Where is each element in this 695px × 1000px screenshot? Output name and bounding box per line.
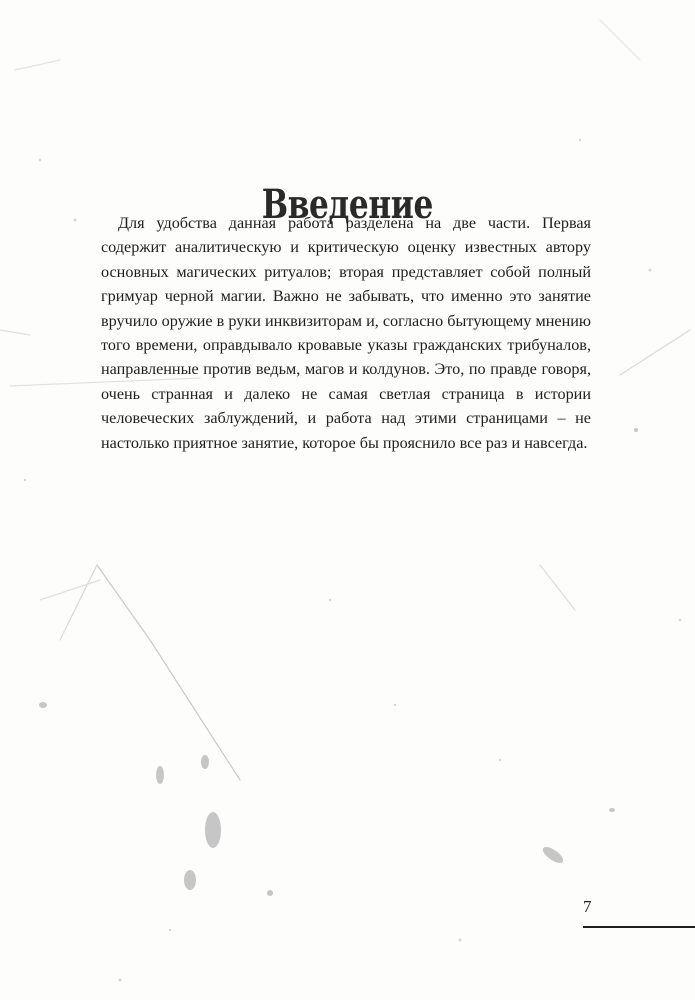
chapter-title: Введение: [261, 180, 434, 228]
body-paragraph: Для удобства данная работа разделена на две части. Первая содержит аналитическую и критическую оценку известных автору основных магических ритуалов; вторая представляет собой полный гримуар черной магии. Важно не забывать, что именно это занятие вручило оружие в руки инквизиторам и, согласно бытующему мнению того времени, оправдывало кровавые указы гражданских трибуналов, направленные против ведьм, магов и колдунов. Это, по правде говоря, очень странная и далеко не самая светлая страница в истории человеческих заблуждений, и работа над этими страницами – не настолько приятное занятие, которое бы прояснило все раз и навсегда.: [101, 214, 591, 452]
page-number: 7: [583, 897, 592, 916]
footer-rule: [583, 926, 695, 928]
